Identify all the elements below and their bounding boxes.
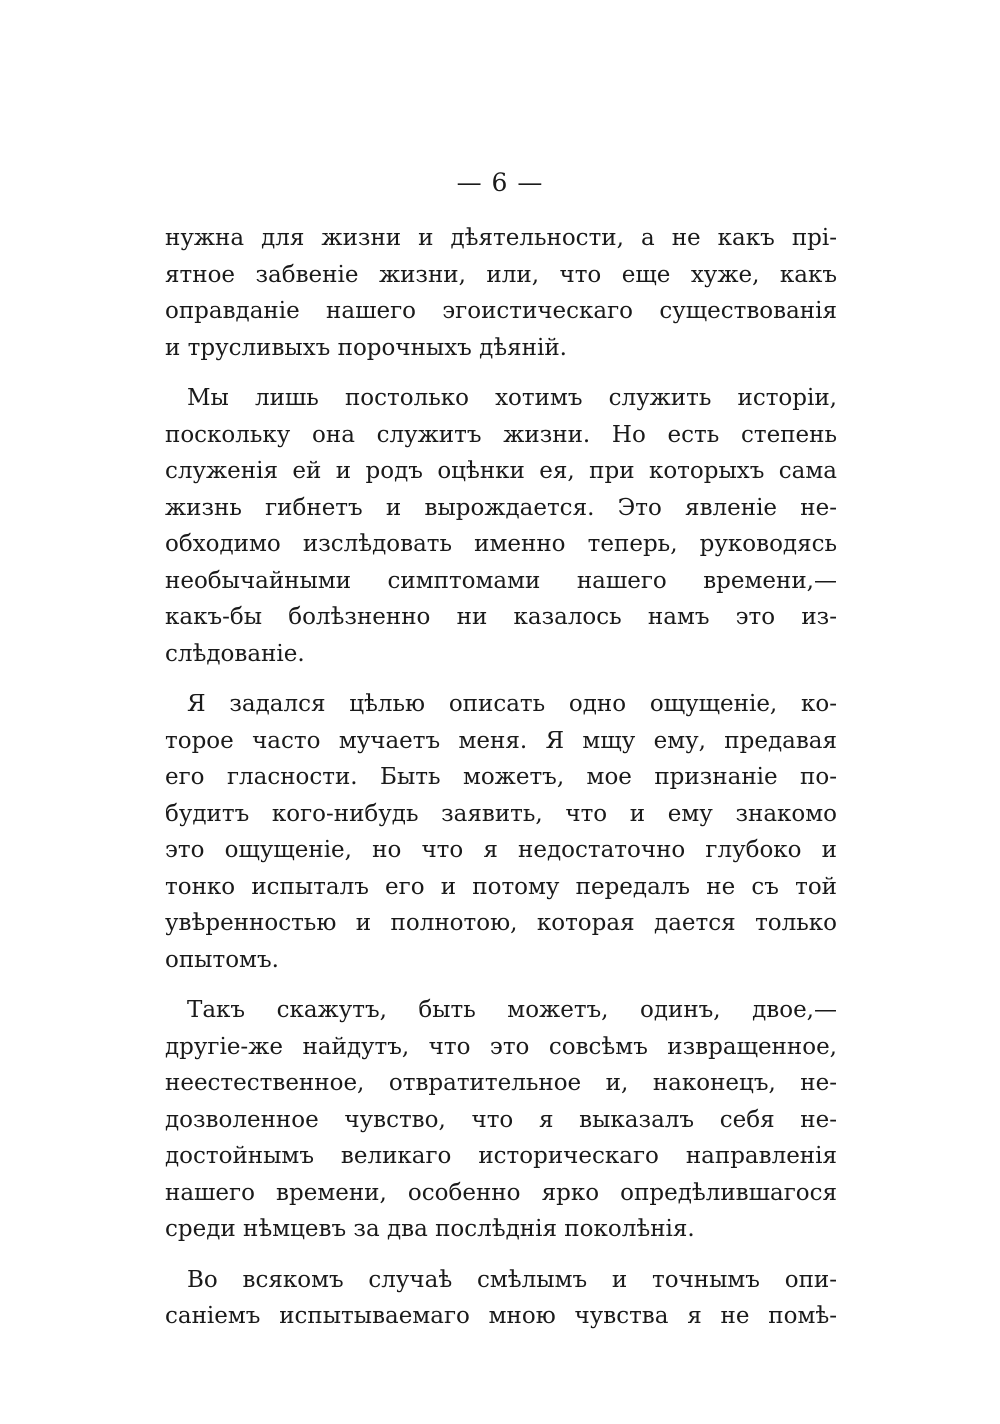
- text-line: служенія ей и родъ оцѣнки ея, при которыхъ сама: [165, 458, 837, 484]
- paragraph-4: [165, 992, 837, 1248]
- text-line: нужна для жизни и дѣятельности, а не какъ прі-: [165, 225, 837, 251]
- text-line: тонко испыталъ его и потому передалъ не съ той: [165, 873, 837, 900]
- text-line: среди нѣмцевъ за два послѣднія поколѣнія.: [165, 1216, 695, 1242]
- text-line: Такъ скажутъ, быть можетъ, одинъ, двое,—: [187, 997, 837, 1023]
- text-line: достойнымъ великаго историческаго направленія: [165, 1143, 837, 1169]
- text-line: опытомъ.: [165, 946, 279, 973]
- paragraph-3: [165, 686, 837, 978]
- text-line: дозволенное чувство, что я выказалъ себя не-: [165, 1106, 837, 1133]
- text-line: это ощущеніе, но что я недостаточно глубоко и: [165, 837, 837, 863]
- text-line: саніемъ испытываемаго мною чувства я не помѣ-: [165, 1303, 837, 1329]
- page-number: — 6 —: [456, 168, 544, 197]
- text-line: торое часто мучаетъ меня. Я мщу ему, предавая: [165, 727, 837, 754]
- text-line: обходимо изслѣдовать именно теперь, руководясь: [165, 531, 837, 557]
- paragraph-2: [165, 380, 837, 672]
- text-line: ятное забвеніе жизни, или, что еще хуже, какъ: [165, 261, 837, 288]
- text-line: нашего времени, особенно ярко опредѣлившагося: [165, 1179, 837, 1206]
- text-line: оправданіе нашего эгоистическаго существованія: [165, 298, 837, 324]
- text-line: его гласности. Быть можетъ, мое признаніе по-: [165, 764, 837, 790]
- paragraph-1: [165, 220, 837, 366]
- text-line: Во всякомъ случаѣ смѣлымъ и точнымъ опи-: [187, 1266, 837, 1293]
- text-line: необычайными симптомами нашего времени,—: [165, 567, 837, 594]
- text-line: Я задался цѣлью описать одно ощущеніе, ко-: [187, 691, 837, 717]
- text-line: увѣренностью и полнотою, которая дается только: [165, 910, 837, 936]
- text-line: неестественное, отвратительное и, наконецъ, не-: [165, 1070, 837, 1096]
- text-line: другіе-же найдутъ, что это совсѣмъ извращенное,: [165, 1033, 837, 1060]
- body-text: [165, 220, 837, 1335]
- text-line: какъ-бы болѣзненно ни казалось намъ это из-: [165, 604, 837, 630]
- paragraph-5: [165, 1262, 837, 1335]
- text-line: и трусливыхъ порочныхъ дѣяній.: [165, 334, 567, 361]
- text-line: будитъ кого-нибудь заявить, что и ему знакомо: [165, 800, 837, 827]
- text-line: слѣдованіе.: [165, 640, 305, 667]
- text-line: поскольку она служитъ жизни. Но есть степень: [165, 421, 837, 448]
- text-line: жизнь гибнетъ и вырождается. Это явленіе не-: [165, 494, 837, 521]
- text-line: Мы лишь постолько хотимъ служить исторіи,: [187, 385, 837, 411]
